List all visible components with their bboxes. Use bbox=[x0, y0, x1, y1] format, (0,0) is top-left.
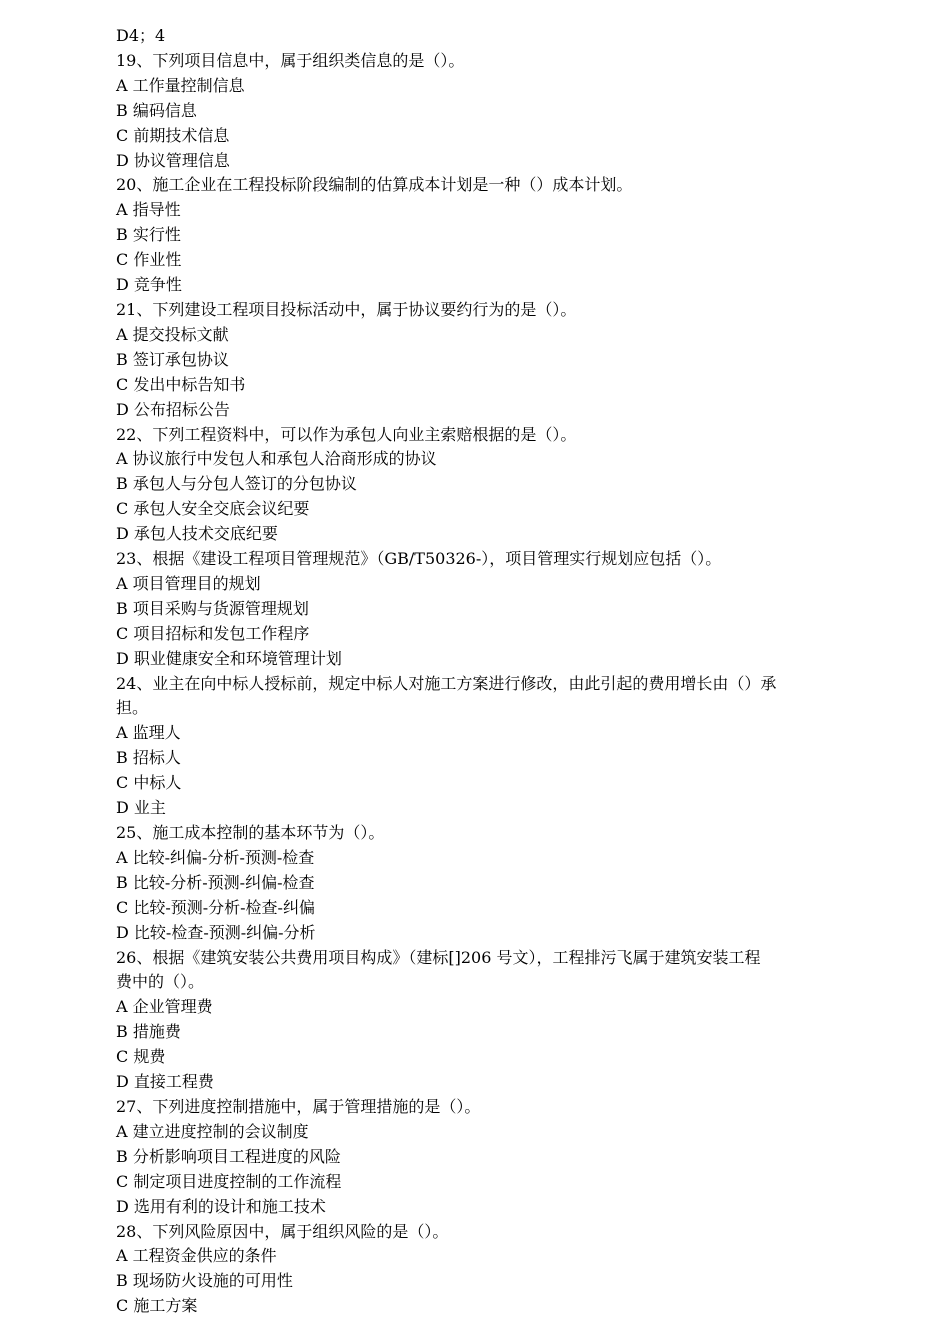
question-text: 23、根据《建设工程项目管理规范》（GB/T50326-），项目管理实行规划应包括（）。 bbox=[116, 549, 722, 569]
answer-option: D 职业健康安全和环境管理计划 bbox=[116, 648, 342, 668]
question-text: 19、下列项目信息中，属于组织类信息的是（）。 bbox=[116, 50, 465, 70]
answer-option: B 分析影响项目工程进度的风险 bbox=[116, 1146, 341, 1166]
answer-option: B 编码信息 bbox=[116, 100, 197, 120]
answer-option: A 企业管理费 bbox=[116, 997, 213, 1017]
answer-option: A 项目管理目的规划 bbox=[116, 573, 261, 593]
answer-option: C 中标人 bbox=[116, 773, 182, 793]
answer-option: A 建立进度控制的会议制度 bbox=[116, 1121, 309, 1141]
answer-option: D 竞争性 bbox=[116, 275, 182, 295]
answer-option: B 现场防火设施的可用性 bbox=[116, 1271, 293, 1291]
answer-option: A 监理人 bbox=[116, 723, 181, 743]
question-text: 费中的（）。 bbox=[116, 972, 205, 992]
answer-option: B 签订承包协议 bbox=[116, 349, 229, 369]
question-text: 24、业主在向中标人授标前，规定中标人对施工方案进行修改，由此引起的费用增长由（）承 bbox=[116, 673, 777, 693]
document-page bbox=[116, 24, 816, 1319]
answer-option: B 实行性 bbox=[116, 225, 181, 245]
answer-option: D 公布招标公告 bbox=[116, 399, 230, 419]
question-text: 26、根据《建筑安装公共费用项目构成》（建标[]206 号文），工程排污飞属于建筑安装工程 bbox=[116, 947, 761, 967]
answer-option: D 协议管理信息 bbox=[116, 150, 230, 170]
answer-option: C 项目招标和发包工作程序 bbox=[116, 623, 310, 643]
answer-option: D 选用有利的设计和施工技术 bbox=[116, 1196, 326, 1216]
answer-option: B 承包人与分包人签订的分包协议 bbox=[116, 474, 357, 494]
question-text: 21、下列建设工程项目投标活动中，属于协议要约行为的是（）。 bbox=[116, 299, 577, 319]
answer-option: B 措施费 bbox=[116, 1022, 181, 1042]
answer-option: D 承包人技术交底纪要 bbox=[116, 524, 278, 544]
answer-option: A 工程资金供应的条件 bbox=[116, 1246, 277, 1266]
answer-option: D4；4 bbox=[116, 26, 166, 45]
answer-option: B 招标人 bbox=[116, 748, 181, 768]
question-text: 担。 bbox=[116, 698, 149, 718]
question-text: 20、施工企业在工程投标阶段编制的估算成本计划是一种（）成本计划。 bbox=[116, 175, 633, 195]
answer-option: C 作业性 bbox=[116, 250, 182, 270]
answer-option: C 规费 bbox=[116, 1047, 166, 1067]
answer-option: C 施工方案 bbox=[116, 1296, 198, 1316]
answer-option: B 项目采购与货源管理规划 bbox=[116, 598, 309, 618]
answer-option: D 比较-检查-预测-纠偏-分析 bbox=[116, 922, 316, 942]
answer-option: B 比较-分析-预测-纠偏-检查 bbox=[116, 872, 315, 892]
answer-option: C 前期技术信息 bbox=[116, 125, 230, 145]
answer-option: C 制定项目进度控制的工作流程 bbox=[116, 1171, 342, 1191]
answer-option: C 比较-预测-分析-检查-纠偏 bbox=[116, 897, 315, 917]
answer-option: A 比较-纠偏-分析-预测-检查 bbox=[116, 847, 315, 867]
answer-option: D 业主 bbox=[116, 798, 166, 818]
answer-option: D 直接工程费 bbox=[116, 1072, 214, 1092]
answer-option: A 指导性 bbox=[116, 200, 181, 220]
question-text: 28、下列风险原因中，属于组织风险的是（）。 bbox=[116, 1221, 449, 1241]
question-text: 22、下列工程资料中，可以作为承包人向业主索赔根据的是（）。 bbox=[116, 424, 577, 444]
answer-option: C 发出中标告知书 bbox=[116, 374, 246, 394]
answer-option: A 提交投标文献 bbox=[116, 324, 229, 344]
question-text: 25、施工成本控制的基本环节为（）。 bbox=[116, 823, 385, 842]
answer-option: A 工作量控制信息 bbox=[116, 75, 245, 95]
answer-option: A 协议旅行中发包人和承包人洽商形成的协议 bbox=[116, 449, 437, 469]
answer-option: C 承包人安全交底会议纪要 bbox=[116, 499, 310, 519]
question-text: 27、下列进度控制措施中，属于管理措施的是（）。 bbox=[116, 1096, 481, 1116]
